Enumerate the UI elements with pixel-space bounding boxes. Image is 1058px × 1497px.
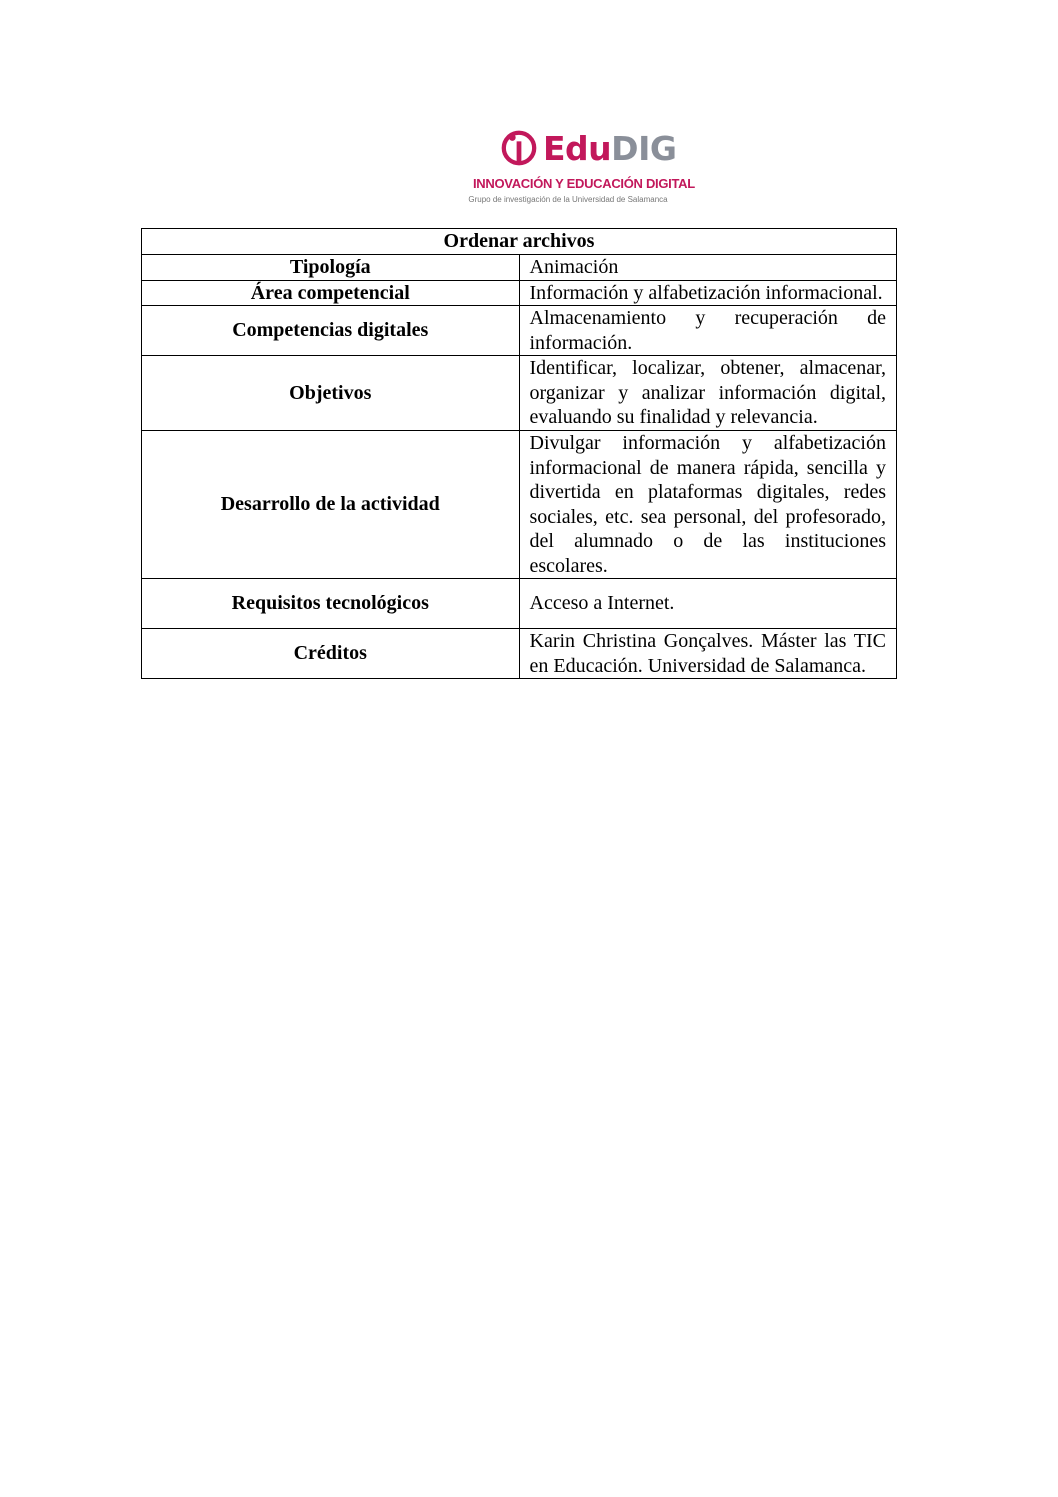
row-value-desarrollo: Divulgar información y alfabetización informacional de manera rápida, sencilla y divertida en plataformas digitales, redes sociales, etc. sea personal, del profesorado, del alumnado o de las instituciones escolares. <box>519 431 897 579</box>
row-value-requisitos: Acceso a Internet. <box>519 579 897 629</box>
logo-subtagline: Grupo de investigación de la Universidad de Salamanca <box>468 195 668 204</box>
row-value-competencias: Almacenamiento y recuperación de información. <box>519 306 897 356</box>
table-row <box>142 356 897 431</box>
row-label-objetivos: Objetivos <box>142 356 520 431</box>
row-label-creditos: Créditos <box>142 629 520 679</box>
brand-name: EduDIG <box>543 128 677 168</box>
row-label-tipologia: Tipología <box>142 255 520 281</box>
row-value-area: Información y alfabetización informacional. <box>519 280 897 306</box>
row-value-objetivos: Identificar, localizar, obtener, almacenar, organizar y analizar información digital, evaluando su finalidad y relevancia. <box>519 356 897 431</box>
i-circle-icon <box>500 129 538 167</box>
row-value-tipologia: Animación <box>519 255 897 281</box>
edudig-logo <box>456 122 695 212</box>
row-label-desarrollo: Desarrollo de la actividad <box>142 431 520 579</box>
row-label-requisitos: Requisitos tecnológicos <box>142 579 520 629</box>
row-label-competencias: Competencias digitales <box>142 306 520 356</box>
logo-tagline: INNOVACIÓN Y EDUCACIÓN DIGITAL <box>473 176 695 191</box>
table-row <box>142 579 897 629</box>
table-row <box>142 629 897 679</box>
table-row <box>142 431 897 579</box>
row-value-creditos: Karin Christina Gonçalves. Máster las TIC en Educación. Universidad de Salamanca. <box>519 629 897 679</box>
table-title-row <box>142 229 897 255</box>
table-row <box>142 280 897 306</box>
row-label-area: Área competencial <box>142 280 520 306</box>
table-title: Ordenar archivos <box>142 229 897 255</box>
table-row <box>142 255 897 281</box>
logo-brand-row <box>500 126 676 170</box>
activity-table <box>141 228 897 679</box>
table-row <box>142 306 897 356</box>
